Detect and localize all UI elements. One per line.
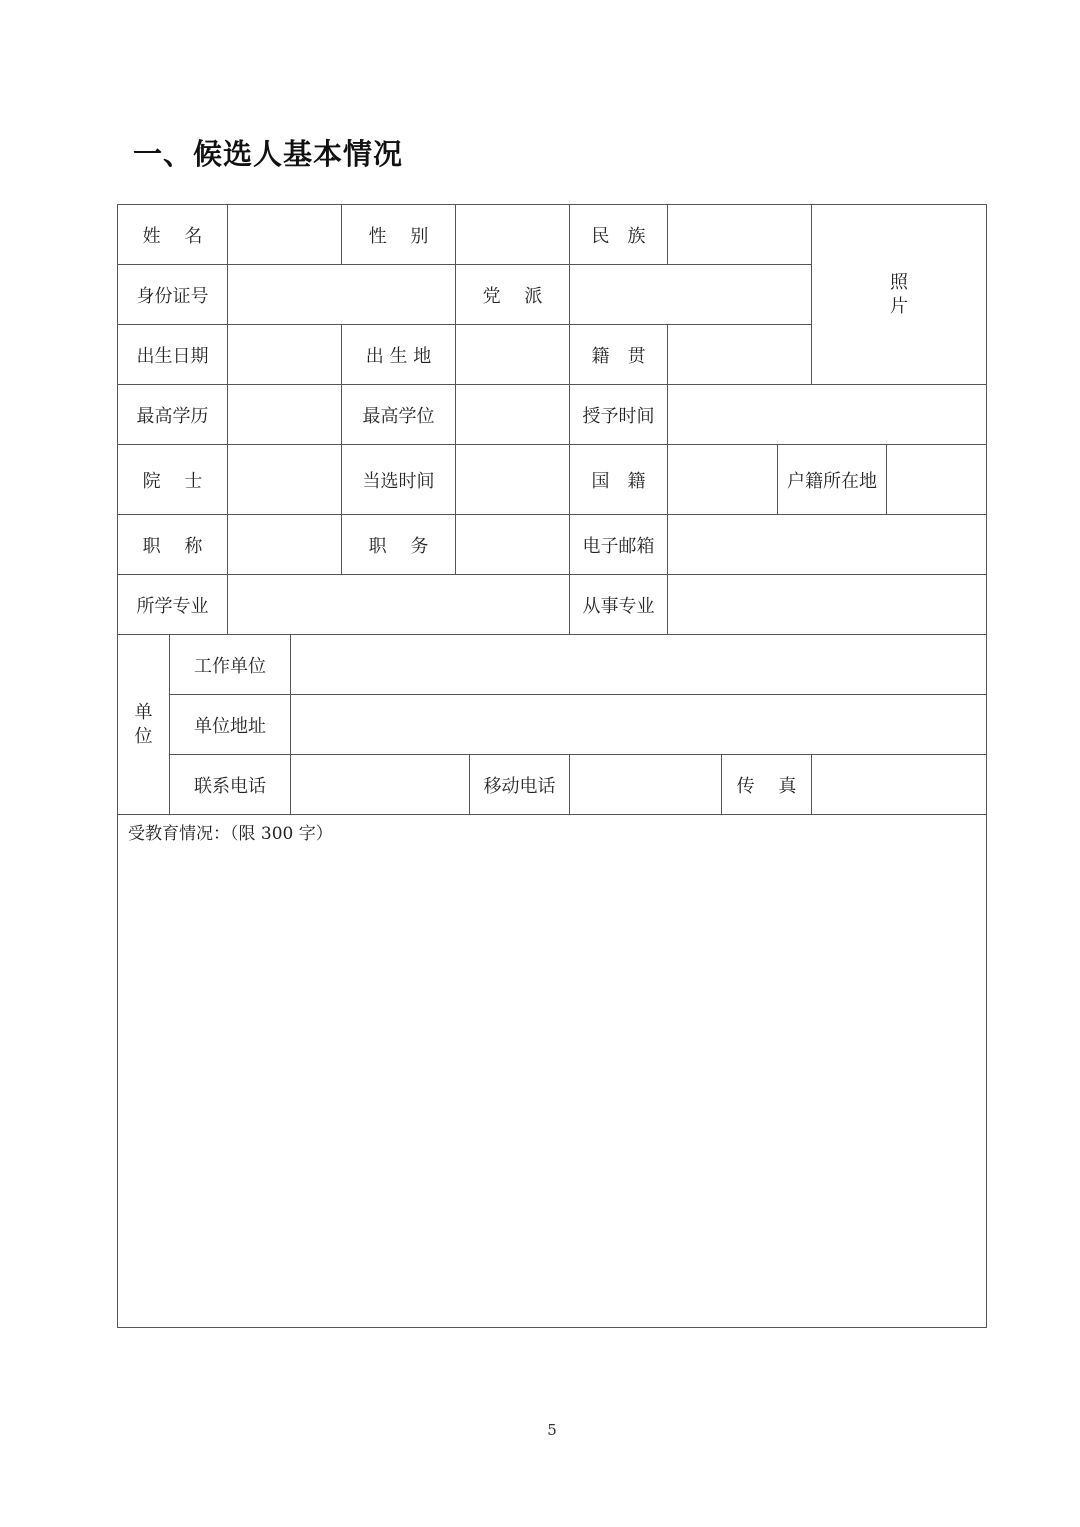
- position-field[interactable]: [455, 514, 570, 575]
- major-studied-label-text: 所学专业: [136, 595, 209, 617]
- unit-group-label: [117, 634, 170, 815]
- contact-phone-label-text: 联系电话: [194, 775, 266, 797]
- page-number: 5: [547, 1421, 557, 1439]
- native-place-field[interactable]: [667, 324, 812, 385]
- gender-label: [341, 204, 456, 265]
- ethnicity-label: [569, 204, 668, 265]
- elected-date-label: [341, 444, 456, 515]
- birth-date-label: [117, 324, 228, 385]
- education-label: 受教育情况：（限 300 字）: [128, 824, 333, 844]
- degree-date-field[interactable]: [667, 384, 987, 445]
- birthplace-label-text: 出 生 地: [365, 345, 432, 367]
- major-engaged-label-text: 从事专业: [582, 595, 655, 617]
- work-unit-label-text: 工作单位: [194, 655, 266, 677]
- highest-education-label-text: 最高学历: [136, 405, 209, 427]
- party-label: [455, 264, 570, 325]
- fax-label: [721, 754, 812, 815]
- birthplace-label: [341, 324, 456, 385]
- professional-title-label-text: 职 称: [142, 535, 203, 557]
- contact-phone-label: [169, 754, 291, 815]
- academician-label-text: 院 士: [142, 470, 203, 492]
- household-location-field[interactable]: [886, 444, 987, 515]
- work-unit-label: [169, 634, 291, 695]
- academician-label: [117, 444, 228, 515]
- highest-education-field[interactable]: [227, 384, 342, 445]
- highest-degree-label-text: 最高学位: [362, 405, 435, 427]
- fax-field[interactable]: [811, 754, 987, 815]
- id-number-label-text: 身份证号: [136, 285, 209, 307]
- birth-date-label-text: 出生日期: [136, 345, 209, 367]
- email-label-text: 电子邮箱: [582, 535, 655, 557]
- professional-title-label: [117, 514, 228, 575]
- work-unit-field[interactable]: [290, 634, 987, 695]
- degree-date-label: [569, 384, 668, 445]
- position-label: [341, 514, 456, 575]
- education-field[interactable]: [117, 814, 987, 1328]
- elected-date-field[interactable]: [455, 444, 570, 515]
- unit-address-label: [169, 694, 291, 755]
- nationality-label-text: 国 籍: [591, 470, 646, 492]
- email-field[interactable]: [667, 514, 987, 575]
- nationality-label: [569, 444, 668, 515]
- degree-date-label-text: 授予时间: [582, 405, 655, 427]
- academician-field[interactable]: [227, 444, 342, 515]
- major-engaged-label: [569, 574, 668, 635]
- unit-address-field[interactable]: [290, 694, 987, 755]
- household-location-label: [777, 444, 887, 515]
- candidate-info-form: [118, 205, 987, 1328]
- name-label-text: 姓 名: [142, 225, 203, 247]
- professional-title-field[interactable]: [227, 514, 342, 575]
- birth-date-field[interactable]: [227, 324, 342, 385]
- id-number-field[interactable]: [227, 264, 456, 325]
- position-label-text: 职 务: [368, 535, 429, 557]
- mobile-phone-label-text: 移动电话: [483, 775, 556, 797]
- mobile-phone-field[interactable]: [569, 754, 722, 815]
- page-title: 一、候选人基本情况: [133, 137, 404, 171]
- ethnicity-field[interactable]: [667, 204, 812, 265]
- fax-label-text: 传 真: [736, 775, 797, 797]
- highest-degree-label: [341, 384, 456, 445]
- native-place-label-text: 籍 贯: [591, 345, 646, 367]
- gender-label-text: 性 别: [368, 225, 429, 247]
- household-location-label-text: 户籍所在地: [787, 470, 877, 492]
- major-engaged-field[interactable]: [667, 574, 987, 635]
- contact-phone-field[interactable]: [290, 754, 470, 815]
- party-label-text: 党 派: [482, 285, 543, 307]
- email-label: [569, 514, 668, 575]
- gender-field[interactable]: [455, 204, 570, 265]
- name-field[interactable]: [227, 204, 342, 265]
- elected-date-label-text: 当选时间: [362, 470, 435, 492]
- nationality-field[interactable]: [667, 444, 778, 515]
- party-field[interactable]: [569, 264, 812, 325]
- major-studied-label: [117, 574, 228, 635]
- highest-education-label: [117, 384, 228, 445]
- birthplace-field[interactable]: [455, 324, 570, 385]
- name-label: [117, 204, 228, 265]
- ethnicity-label-text: 民 族: [591, 225, 646, 247]
- native-place-label: [569, 324, 668, 385]
- mobile-phone-label: [469, 754, 570, 815]
- highest-degree-field[interactable]: [455, 384, 570, 445]
- photo-box[interactable]: [811, 204, 987, 385]
- id-number-label: [117, 264, 228, 325]
- major-studied-field[interactable]: [227, 574, 570, 635]
- unit-group-label-text: 单 位: [134, 701, 153, 747]
- unit-address-label-text: 单位地址: [194, 715, 266, 737]
- photo-label: 照 片: [890, 271, 908, 317]
